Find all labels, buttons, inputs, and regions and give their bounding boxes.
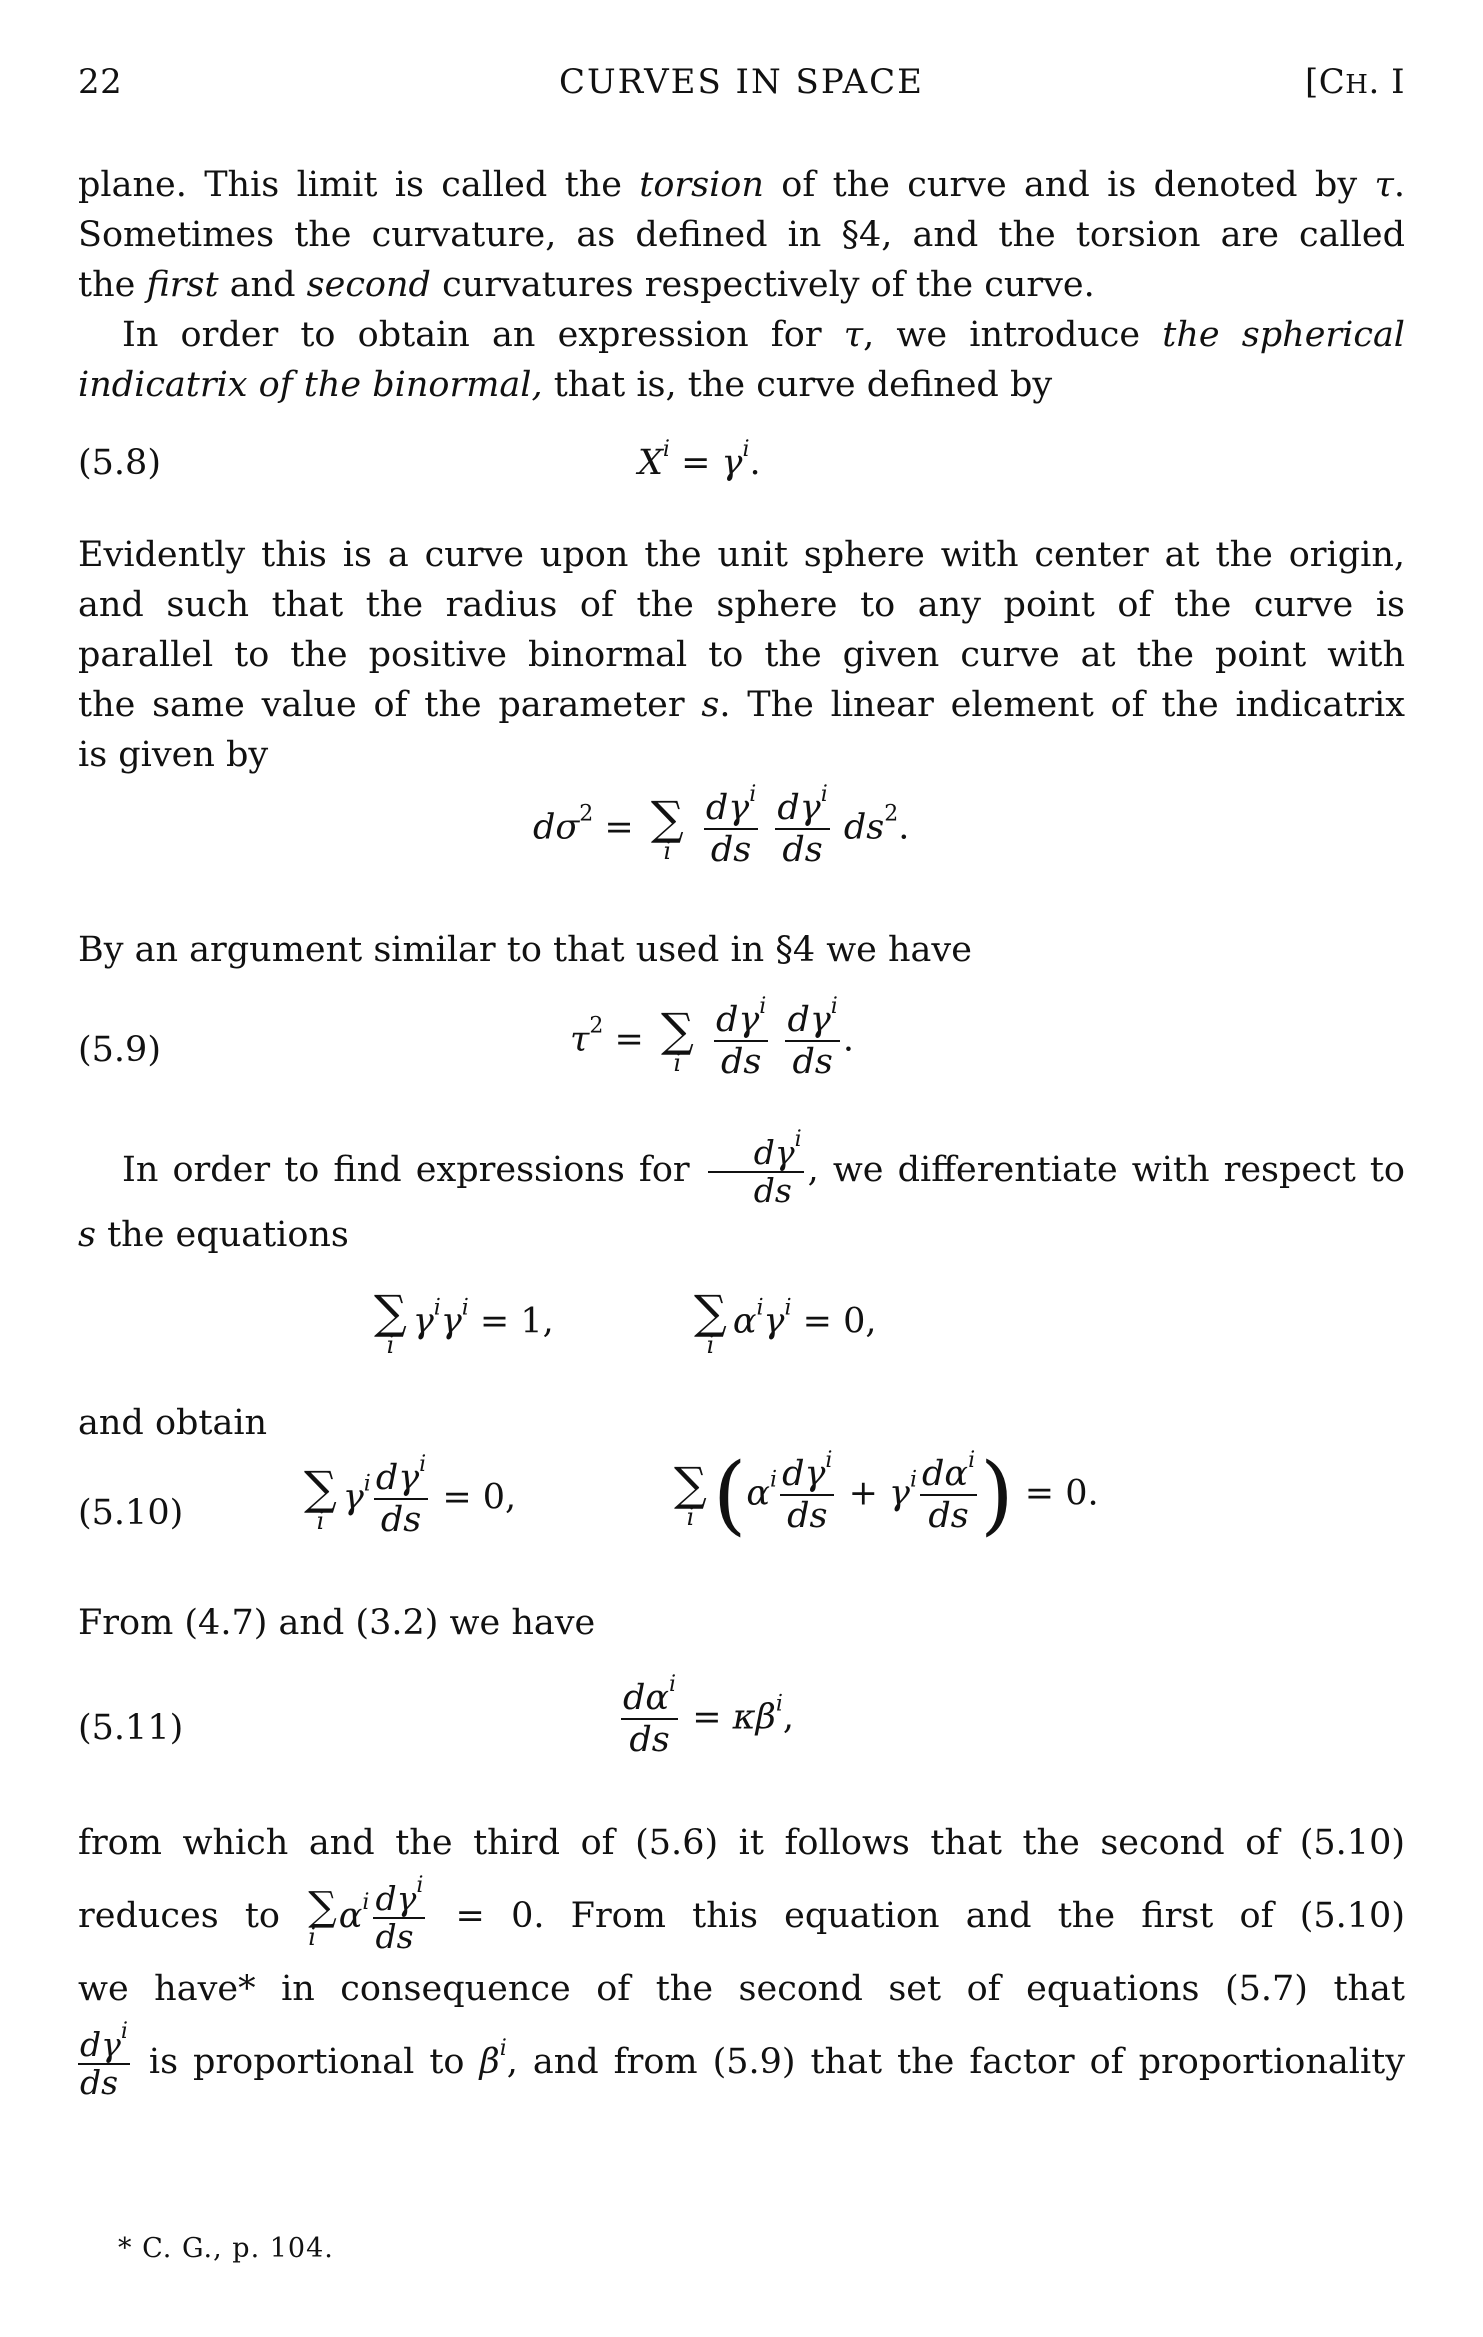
running-header (78, 62, 1405, 112)
footnote: * C. G., p. 104. (118, 2233, 334, 2264)
equation-unit-constraints: ∑ i $\gamma^i\gamma^i = 1$, ∑ i $\alpha^i\gamma^i = 0$, (374, 1285, 877, 1359)
equation-5-11: (5.11) $\frac{d\alpha^i}{ds}$ = $\kappa\beta^i$, (78, 1672, 795, 1760)
paragraph-from-which: from which and the third of (5.6) it follows that the second of (5.10) reduces to ∑ i $\alpha^i$ $\frac{d\gamma^i}{ds}$ = 0. From this equation and the first of (5.10) we have* in consequence of the second set of equations (5.7) that $\frac{d\gamma^i}{ds}$ is proportional to $\beta^i$, and from (5.9) that the factor of proportionality (78, 1823, 1405, 2102)
equation-number: (5.8) (78, 443, 161, 483)
equation-number: (5.9) (78, 1030, 161, 1070)
paragraph-torsion: plane. This limit is called the torsion of the curve and is denoted by τ. Sometimes the curvature, as defined in §4, and the torsion are called the first and second curvatures respectively of the curve. (78, 165, 1405, 305)
paragraph-differentiate: In order to find expressions for $\frac{d\gamma^i}{ds}$ , we differentiate with respect to s the equations (78, 1126, 1406, 1255)
equation-linear-element: $d\sigma^2$ = ∑ i $\frac{d\gamma^i}{ds}$ $\frac{d\gamma^i}{ds}$ $ds^2$. (533, 782, 910, 870)
equation-5-10: (5.10) ∑ i $\gamma^i$ $\frac{d\gamma^i}{ds}$ = 0, ∑ i ($\alpha^i$ $\frac{d\gamma^i}{ds}$ + $\gamma^i$ $\frac{d\alpha^i}{ds}$ ) = 0. (78, 1445, 1099, 1545)
equation-5-8: (5.8) $X^i = \gamma^i$. (78, 437, 761, 483)
chapter-label: [CH. I (1304, 62, 1405, 102)
paragraph-argument: By an argument similar to that used in §4 we have (78, 930, 972, 970)
paragraph-indicatrix: In order to obtain an expression for τ, we introduce the spherical indicatrix of the binormal, that is, the curve defined by (78, 315, 1405, 405)
running-title: CURVES IN SPACE (559, 62, 924, 102)
equation-number: (5.11) (78, 1708, 184, 1748)
summation-symbol: ∑ i (650, 791, 684, 865)
paragraph-and-obtain: and obtain (78, 1403, 268, 1443)
page-number: 22 (78, 62, 123, 102)
equation-number: (5.10) (78, 1493, 184, 1533)
paragraph-evidently: Evidently this is a curve upon the unit sphere with center at the origin, and such that the radius of the sphere to any point of the curve is parallel to the positive binormal to the given curve at the point with the same value of the parameter s. The linear element of the indicatrix is given by (78, 535, 1405, 775)
paragraph-from-4-7: From (4.7) and (3.2) we have (78, 1603, 596, 1643)
equation-5-9: (5.9) $\tau^2$ = ∑ i $\frac{d\gamma^i}{ds}$ $\frac{d\gamma^i}{ds}$ . (78, 994, 854, 1082)
summation-symbol: ∑ i (660, 1003, 694, 1077)
